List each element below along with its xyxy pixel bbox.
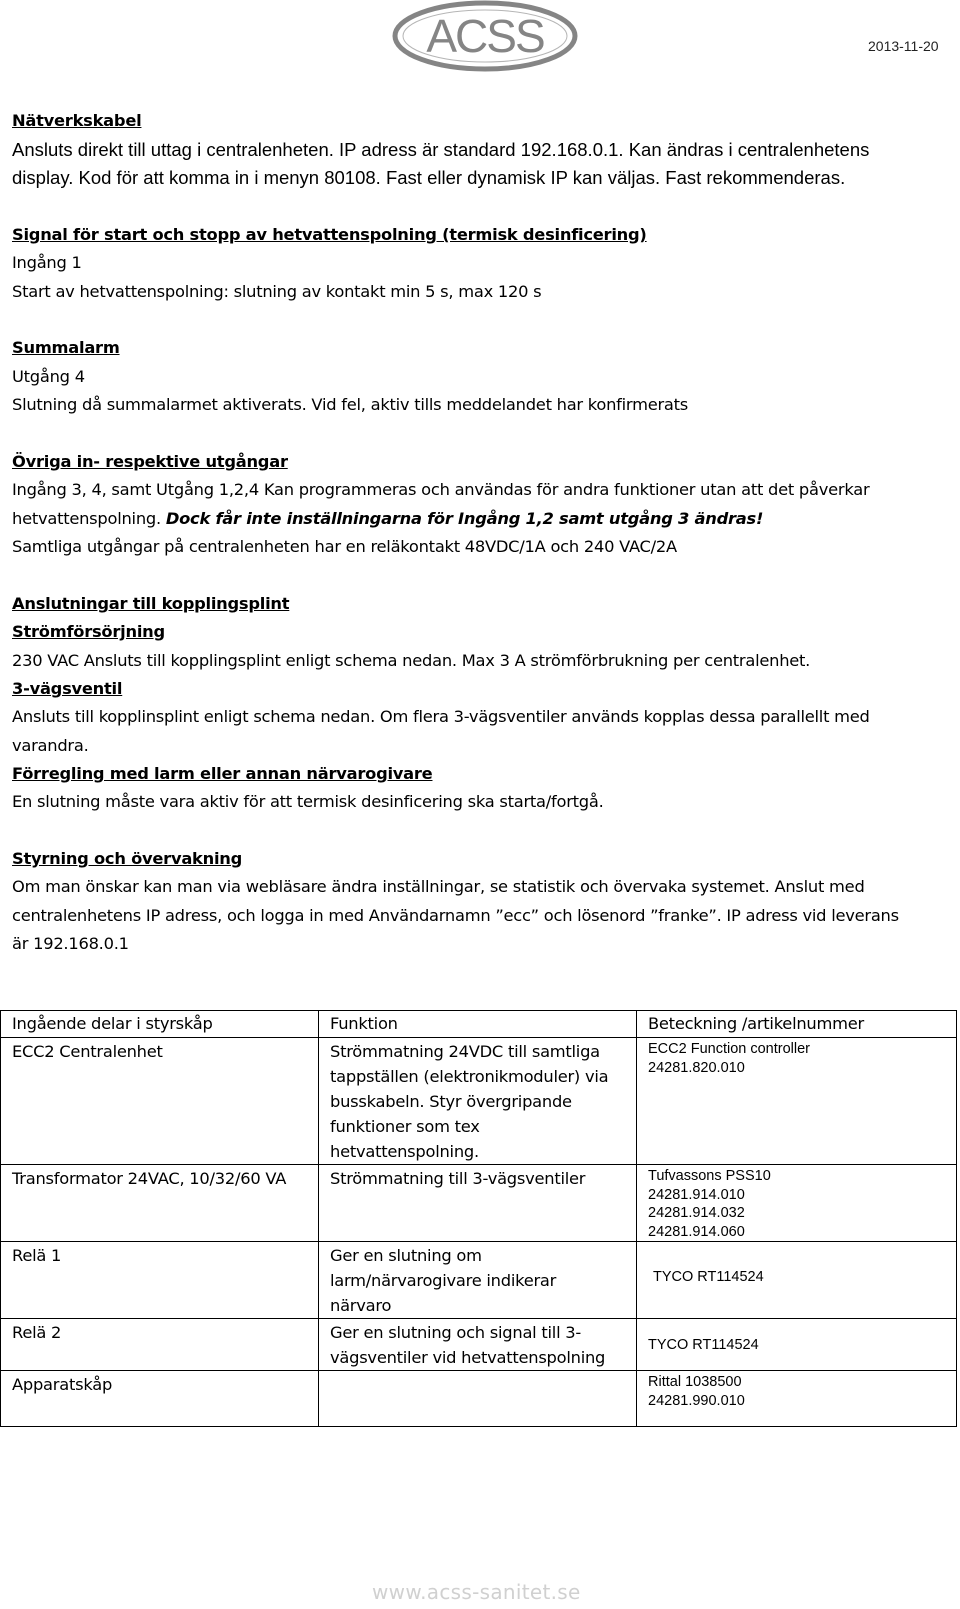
ovriga-line-3: Samtliga utgångar på centralenheten har en reläkontakt 48VDC/1A och 240 VAC/2A (12, 537, 677, 556)
styrning-line-1: Om man önskar kan man via webläsare ändra inställningar, se statistik och övervaka systemet. Anslut med (12, 877, 865, 896)
ovriga-line-1: Ingång 3, 4, samt Utgång 1,2,4 Kan programmeras och användas för andra funktioner utan att det påverkar (12, 480, 870, 499)
reference-line: TYCO RT114524 (653, 1268, 764, 1285)
natverkskabel-line-2: display. Kod för att komma in i menyn 80108. Fast eller dynamisk IP kan väljas. Fast rekommenderas. (12, 167, 846, 188)
ovriga-warning: Dock får inte inställningarna för Ingång 1,2 samt utgång 3 ändras! (165, 509, 764, 528)
heading-summalarm: Summalarm (12, 338, 120, 357)
table-row (1, 1371, 957, 1427)
table-header-row (1, 1011, 957, 1038)
cell-function: Strömmatning 24VDC till samtliga tappställen (elektronikmoduler) via busskabeln. Styr övergripande funktioner som tex hetvattenspolning. (319, 1038, 637, 1165)
table-row (1, 1319, 957, 1371)
cell-function: Strömmatning till 3-vägsventiler (319, 1165, 637, 1242)
reference-line: 24281.914.032 (648, 1205, 745, 1221)
parts-table (0, 1010, 957, 1427)
heading-forregling: Förregling med larm eller annan närvarogivare (12, 764, 433, 783)
col-header-reference: Beteckning /artikelnummer (637, 1011, 957, 1038)
heading-ovriga: Övriga in- respektive utgångar (12, 452, 288, 471)
reference-line: 24281.820.010 (648, 1059, 745, 1076)
cell-part: Relä 2 (1, 1319, 319, 1371)
table-row (1, 1165, 957, 1242)
cell-reference (637, 1038, 957, 1165)
heading-anslutningar: Anslutningar till kopplingsplint (12, 594, 290, 613)
summalarm-line-2: Slutning då summalarmet aktiverats. Vid fel, aktiv tills meddelandet har konfirmerats (12, 395, 688, 414)
signal-line-1: Ingång 1 (12, 253, 82, 272)
heading-signal: Signal för start och stopp av hetvattenspolning (termisk desinficering) (12, 225, 647, 244)
summalarm-line-1: Utgång 4 (12, 367, 85, 386)
reference-line: 24281.914.060 (648, 1223, 745, 1240)
heading-natverkskabel: Nätverkskabel (12, 111, 142, 130)
document-date: 2013-11-20 (868, 38, 939, 54)
cell-reference (637, 1319, 957, 1371)
cell-part: Relä 1 (1, 1242, 319, 1319)
styrning-line-2: centralenhetens IP adress, och logga in med Användarnamn ”ecc” och lösenord ”franke”. IP adress vid leverans (12, 906, 899, 925)
heading-styrning: Styrning och övervakning (12, 849, 243, 868)
cell-part: Transformator 24VAC, 10/32/60 VA (1, 1165, 319, 1242)
footer-url: www.acss-sanitet.se (372, 1580, 581, 1604)
reference-line: 24281.914.010 (648, 1186, 745, 1203)
cell-part: ECC2 Centralenhet (1, 1038, 319, 1165)
ventil-line-2: varandra. (12, 736, 89, 755)
cell-reference (637, 1165, 957, 1242)
forregling-text: En slutning måste vara aktiv för att termisk desinficering ska starta/fortgå. (12, 792, 604, 811)
cell-function: Ger en slutning och signal till 3-vägsventiler vid hetvattenspolning (319, 1319, 637, 1371)
col-header-parts: Ingående delar i styrskåp (1, 1011, 319, 1038)
table-row (1, 1242, 957, 1319)
cell-part: Apparatskåp (1, 1371, 319, 1427)
ventil-line-1: Ansluts till kopplinsplint enligt schema nedan. Om flera 3-vägsventiler används kopplas dessa parallellt med (12, 707, 870, 726)
col-header-function: Funktion (319, 1011, 637, 1038)
heading-3-vagsventil: 3-vägsventil (12, 679, 123, 698)
cell-reference (637, 1242, 957, 1319)
stromforsorjning-text: 230 VAC Ansluts till kopplingsplint enligt schema nedan. Max 3 A strömförbrukning per centralenhet. (12, 651, 811, 670)
cell-function: Ger en slutning om larm/närvarogivare indikerar närvaro (319, 1242, 637, 1319)
signal-line-2: Start av hetvattenspolning: slutning av kontakt min 5 s, max 120 s (12, 282, 542, 301)
heading-stromforsorjning: Strömförsörjning (12, 622, 165, 641)
reference-line: Rittal 1038500 (648, 1374, 742, 1390)
reference-line: ECC2 Function controller (648, 1041, 810, 1057)
ovriga-line-2-normal: hetvattenspolning. (12, 509, 166, 528)
acss-logo (388, 0, 582, 74)
reference-line: 24281.990.010 (648, 1392, 745, 1409)
table-row (1, 1038, 957, 1165)
logo-text: ACSS (426, 10, 544, 62)
cell-function (319, 1371, 637, 1427)
reference-line: Tufvassons PSS10 (648, 1168, 771, 1184)
natverkskabel-line-1: Ansluts direkt till uttag i centralenheten. IP adress är standard 192.168.0.1. Kan ändras i centralenhetens (12, 139, 870, 160)
styrning-line-3: är 192.168.0.1 (12, 934, 129, 953)
cell-reference (637, 1371, 957, 1427)
ovriga-line-2 (12, 507, 763, 531)
reference-line: TYCO RT114524 (648, 1337, 759, 1354)
